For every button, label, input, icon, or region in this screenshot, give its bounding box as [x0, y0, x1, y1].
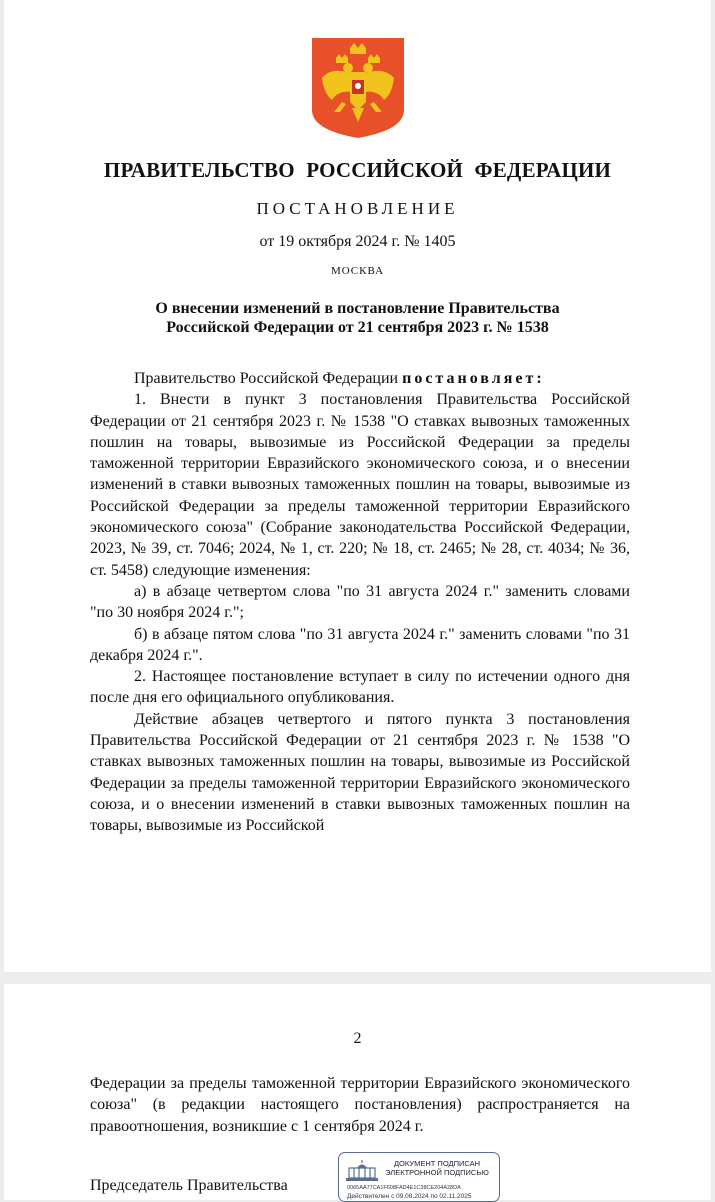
stamp-title-line-2: ЭЛЕКТРОННОЙ ПОДПИСЬЮ [385, 1168, 489, 1177]
document-type: ПОСТАНОВЛЕНИЕ [256, 199, 459, 218]
stamp-title [381, 1159, 493, 1177]
chairman-label: Председатель Правительства [90, 1177, 288, 1194]
city: МОСКВА [330, 265, 385, 277]
preamble-text: Правительство Российской Федерации [134, 370, 399, 387]
preamble-paragraph [90, 368, 630, 389]
point-2: 2. Настоящее постановление вступает в силу по истечении одного дня после дня его официального опубликования. [90, 668, 630, 707]
point-2-continuation: Действие абзацев четвертого и пятого пункта 3 постановления Правительства Российской Федерации от 21 сентября 2023 г. № 1538 "О ставках вывозных таможенных пошлин на товары, вывозимые из Российской Федерации за пределы таможенной территории Евразийского экономического союза, и о внесении изменений в ставки вывозных таможенных пошлин на товары, вывозимые из Российской [90, 710, 630, 835]
document-body [90, 368, 630, 837]
point-1a: а) в абзаце четвертом слова "по 31 августа 2024 г." заменить словами "по 30 ноября 2024 г."; [90, 582, 630, 622]
point-1: 1. Внести в пункт 3 постановления Правительства Российской Федерации от 21 сентября 2023 г. № 1538 "О ставках вывозных таможенных пошлин на товары, вывозимые из Российской Федерации за пределы таможенной территории Евразийского экономического союза, и о внесении изменений в ставки вывозных таможенных пошлин на товары, вывозимые из Российской Федерации за пределы таможенной территории Евразийского экономического союза" (Собрание законодательства Российской Федерации, 2023, № 39, ст. 7046; 2024, № 1, ст. 220; № 18, ст. 2465; № 28, ст. 4034; № 36, ст. 5458) следующие изменения: [90, 391, 630, 579]
point-1b: б) в абзаце пятом слова "по 31 августа 2024 г." заменить словами "по 31 декабря 2024 г.". [90, 625, 630, 664]
subject-heading [4, 299, 711, 337]
certificate-validity: Действителен с 09.08.2024 по 02.11.2025 [347, 1193, 472, 1200]
government-title: ПРАВИТЕЛЬСТВО РОССИЙСКОЙ ФЕДЕРАЦИИ [103, 158, 612, 182]
electronic-signature-stamp [338, 1152, 500, 1202]
document-page-1 [4, 0, 711, 972]
date-and-number: от 19 октября 2024 г. № 1405 [259, 233, 456, 250]
stamp-title-line-1: ДОКУМЕНТ ПОДПИСАН [393, 1159, 481, 1168]
subject-line-1: О внесении изменений в постановление Правительства [155, 300, 560, 317]
continuation-paragraph: Федерации за пределы таможенной территории Евразийского экономического союза" (в редакции настоящего постановления) распространяется на правоотношения, возникшие с 1 сентября 2024 г. [90, 1075, 630, 1135]
subject-line-2: Российской Федерации от 21 сентября 2023 г. № 1538 [166, 319, 549, 336]
certificate-number: 0065AA77CA1F608FAD4E1C38CE204A28DA [347, 1185, 461, 1191]
government-building-icon [345, 1160, 379, 1182]
page-number: 2 [353, 1030, 362, 1047]
preamble-verb: постановляет: [402, 370, 545, 387]
document-page-2 [4, 984, 711, 1200]
coat-of-arms-emblem [312, 38, 404, 138]
